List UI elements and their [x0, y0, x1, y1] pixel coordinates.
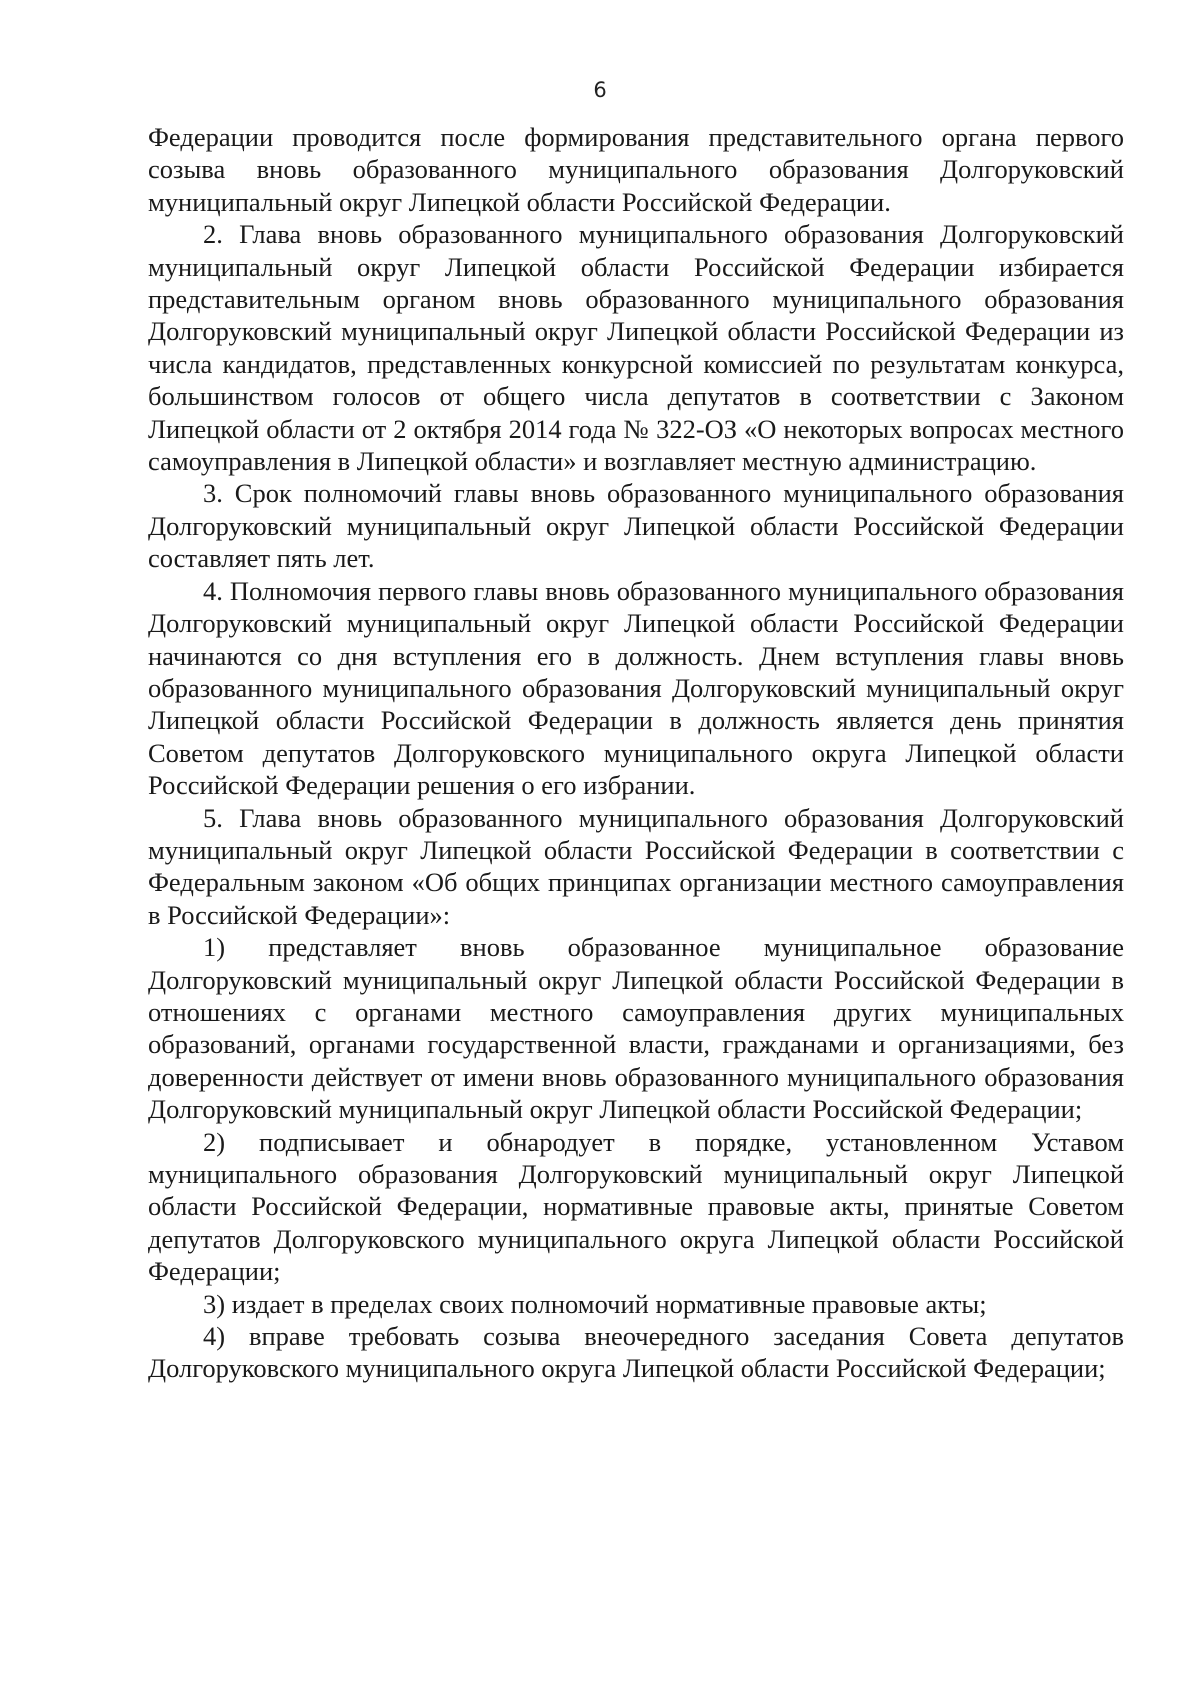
- page-number: 6: [593, 78, 607, 102]
- paragraph-item-3: 3. Срок полномочий главы вновь образованного муниципального образования Долгоруковский муниципальный округ Липецкой области Российской Федерации составляет пять лет.: [148, 478, 1124, 574]
- subitem-3: 3) издает в пределах своих полномочий нормативные правовые акты;: [203, 1288, 987, 1319]
- paragraph-continuation: Федерации проводится после формирования представительного органа первого созыва вновь образованного муниципального образования Долгоруковский муниципальный округ Липецкой области Российской Федерации.: [148, 122, 1124, 217]
- subitem-2: 2) подписывает и обнародует в порядке, установленном Уставом муниципального образования Долгоруковский муниципальный округ Липецкой области Российской Федерации, нормативные правовые акты, принятые Советом депутатов Долгоруковского муниципального округа Липецкой области Российской Федерации;: [148, 1126, 1124, 1287]
- paragraph-item-4: 4. Полномочия первого главы вновь образованного муниципального образования Долгоруковский муниципальный округ Липецкой области Российской Федерации начинаются со дня вступления его в должность. Днем вступления главы вновь образованного муниципального образования Долгоруковский муниципальный округ Липецкой области Российской Федерации в должность является день принятия Советом депутатов Долгоруковского муниципального округа Липецкой области Российской Федерации решения о его избрании.: [148, 575, 1124, 801]
- subitem-4: 4) вправе требовать созыва внеочередного заседания Совета депутатов Долгоруковского муниципального округа Липецкой области Российской Федерации;: [148, 1321, 1124, 1384]
- document-body: [148, 121, 1124, 1385]
- subitem-1: 1) представляет вновь образованное муниципальное образование Долгоруковский муниципальный округ Липецкой области Российской Федерации в отношениях с органами местного самоуправления других муниципальных образований, органами государственной власти, гражданами и организациями, без доверенности действует от имени вновь образованного муниципального образования Долгоруковский муниципальный округ Липецкой области Российской Федерации;: [148, 932, 1124, 1125]
- paragraph-item-2: 2. Глава вновь образованного муниципального образования Долгоруковский муниципальный округ Липецкой области Российской Федерации избирается представительным органом вновь образованного муниципального образования Долгоруковский муниципальный округ Липецкой области Российской Федерации из числа кандидатов, представленных конкурсной комиссией по результатам конкурса, большинством голосов от общего числа депутатов в соответствии с Законом Липецкой области от 2 октября 2014 года № 322-ОЗ «О некоторых вопросах местного самоуправления в Липецкой области» и возглавляет местную администрацию.: [148, 219, 1124, 477]
- paragraph-item-5: 5. Глава вновь образованного муниципального образования Долгоруковский муниципальный округ Липецкой области Российской Федерации в соответствии с Федеральным законом «Об общих принципах организации местного самоуправления в Российской Федерации»:: [148, 802, 1124, 930]
